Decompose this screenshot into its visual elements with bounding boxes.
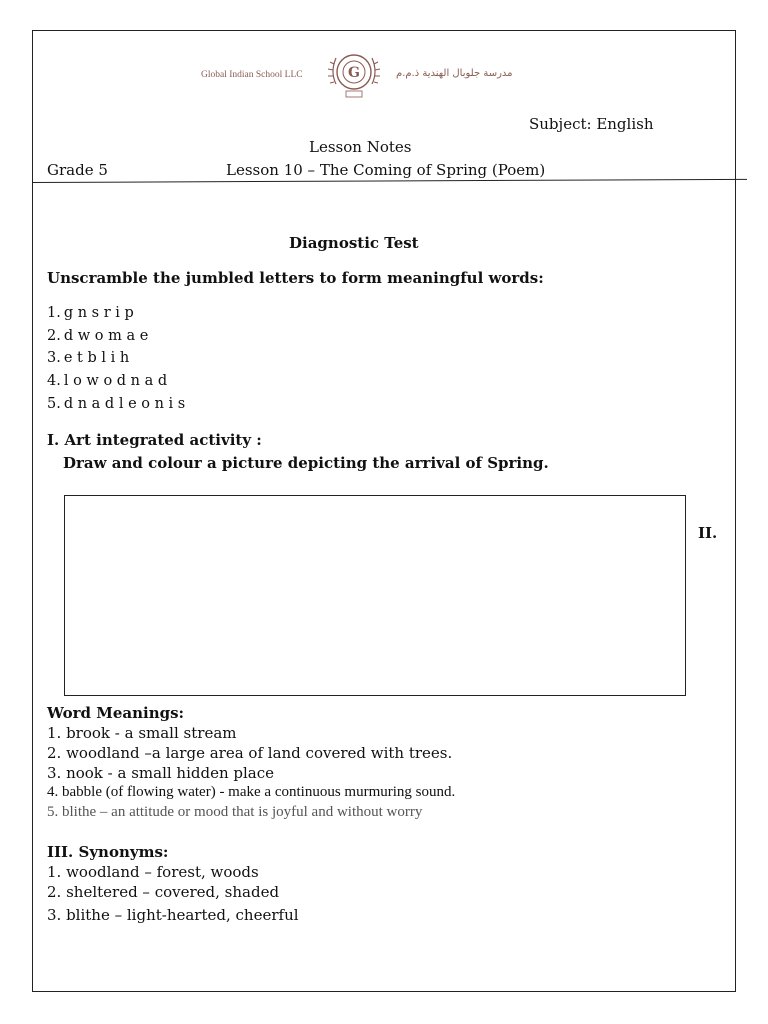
section-two-label: II. (698, 524, 718, 542)
subject-label: Subject: English (529, 115, 654, 133)
list-item: 4. l o w o d n a d (47, 373, 168, 389)
list-item: 3. nook - a small hidden place (47, 764, 275, 782)
drawing-box (64, 495, 686, 696)
school-logo (322, 42, 386, 106)
list-item: 5. blithe – an attitude or mood that is joyful and without worry (47, 804, 423, 820)
grade-label: Grade 5 (47, 161, 108, 179)
school-name-arabic: مدرسة جلوبال الهندية ذ.م.م (396, 68, 513, 79)
list-item: 2. woodland –a large area of land covered with trees. (47, 744, 453, 762)
art-activity-heading: I. Art integrated activity : (47, 431, 262, 449)
school-name-english: Global Indian School LLC (201, 70, 303, 80)
doc-type-label: Lesson Notes (309, 138, 412, 156)
list-item: 2. d w o m a e (47, 328, 149, 344)
list-item: 3. blithe – light-hearted, cheerful (47, 906, 299, 924)
list-item: 5. d n a d l e o n i s (47, 396, 186, 412)
list-item: 4. babble (of flowing water) - make a continuous murmuring sound. (47, 784, 456, 800)
diagnostic-title: Diagnostic Test (289, 234, 419, 252)
lesson-title: Lesson 10 – The Coming of Spring (Poem) (226, 161, 546, 179)
word-meanings-heading: Word Meanings: (47, 704, 185, 722)
list-item: 1. brook - a small stream (47, 724, 237, 742)
list-item: 3. e t b l i h (47, 350, 130, 366)
synonyms-heading: III. Synonyms: (47, 843, 169, 861)
list-item: 1. woodland – forest, woods (47, 863, 259, 881)
unscramble-instruction: Unscramble the jumbled letters to form meaningful words: (47, 269, 544, 287)
art-activity-instruction: Draw and colour a picture depicting the arrival of Spring. (63, 454, 549, 472)
list-item: 2. sheltered – covered, shaded (47, 883, 280, 901)
logo-letter: G (348, 65, 360, 81)
list-item: 1. g n s r i p (47, 305, 134, 321)
